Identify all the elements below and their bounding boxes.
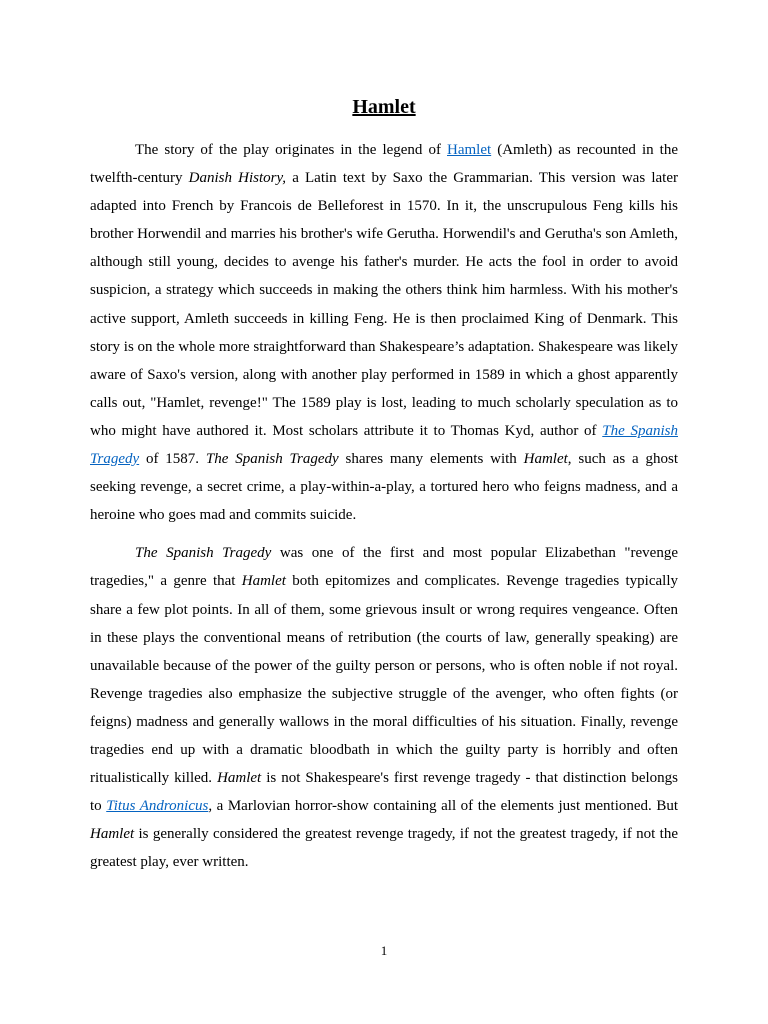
document-title: Hamlet <box>352 96 416 118</box>
text-run: , such as a ghost seeking revenge, a secret crime, a play-within-a-play, a tortured hero who feigns madness, and a heroine who goes mad and commits suicide. <box>90 451 678 524</box>
document-body <box>90 136 678 886</box>
paragraph <box>90 136 678 529</box>
italic-text: Danish History, <box>188 170 287 187</box>
hyperlink[interactable]: Titus Andronicus <box>106 798 209 815</box>
italic-text: The Spanish Tragedy <box>205 451 339 468</box>
text-run: The story of the play originates in the legend of <box>135 142 448 158</box>
italic-text: Hamlet <box>217 770 262 787</box>
text-run: was one of the first and most popular Elizabethan "revenge tragedies," a genre that <box>90 545 678 590</box>
text-run: of 1587. <box>139 451 206 468</box>
hyperlink[interactable]: Hamlet <box>447 142 492 158</box>
italic-text: Hamlet <box>523 451 568 468</box>
text-run: (Amleth) as recounted in the twelfth-century <box>90 142 678 187</box>
page-number: 1 <box>380 943 388 958</box>
text-run: , a Marlovian horror-show containing all of the elements just mentioned. But <box>208 798 678 815</box>
text-run: shares many elements with <box>338 451 524 468</box>
text-run: is not Shakespeare's first revenge tragedy - that distinction belongs to <box>90 770 678 815</box>
text-run: is generally considered the greatest revenge tragedy, if not the greatest tragedy, if not the greatest play, ever written. <box>90 826 678 871</box>
paragraph <box>90 539 678 876</box>
italic-text: Hamlet <box>90 826 135 843</box>
text-run: both epitomizes and complicates. Revenge tragedies typically share a few plot points. In all of them, some grievous insult or wrong requires vengeance. Often in these plays the conventional means of retribution (the courts of law, generally speaking) are unavailable because of the power of the guilty person or persons, who is often noble if not royal. Revenge tragedies also emphasize the subjective struggle of the avenger, who often fights (or feigns) madness and generally wallows in the moral difficulties of his situation. Finally, revenge tragedies end up with a dramatic bloodbath in which the guilty party is horribly and often ritualistically killed. <box>90 573 678 787</box>
italic-text: Hamlet <box>241 573 286 590</box>
text-run: a Latin text by Saxo the Grammarian. This version was later adapted into French by Francois de Belleforest in 1570. In it, the unscrupulous Feng kills his brother Horwendil and marries his brother's wife Gerutha. Horwendil's and Gerutha's son Amleth, although still young, decides to avenge his father's murder. He acts the fool in order to avoid suspicion, a strategy which succeeds in making the others think him harmless. With his mother's active support, Amleth succeeds in killing Feng. He is then proclaimed King of Denmark. This story is on the whole more straightforward than Shakespeare’s adaptation. Shakespeare was likely aware of Saxo's version, along with another play performed in 1589 in which a ghost apparently calls out, "Hamlet, revenge!" The 1589 play is lost, leading to much scholarly speculation as to who might have authored it. Most scholars attribute it to Thomas Kyd, author of <box>90 170 678 439</box>
italic-text: The Spanish Tragedy <box>135 545 272 562</box>
hyperlink[interactable]: The Spanish Tragedy <box>90 422 678 468</box>
